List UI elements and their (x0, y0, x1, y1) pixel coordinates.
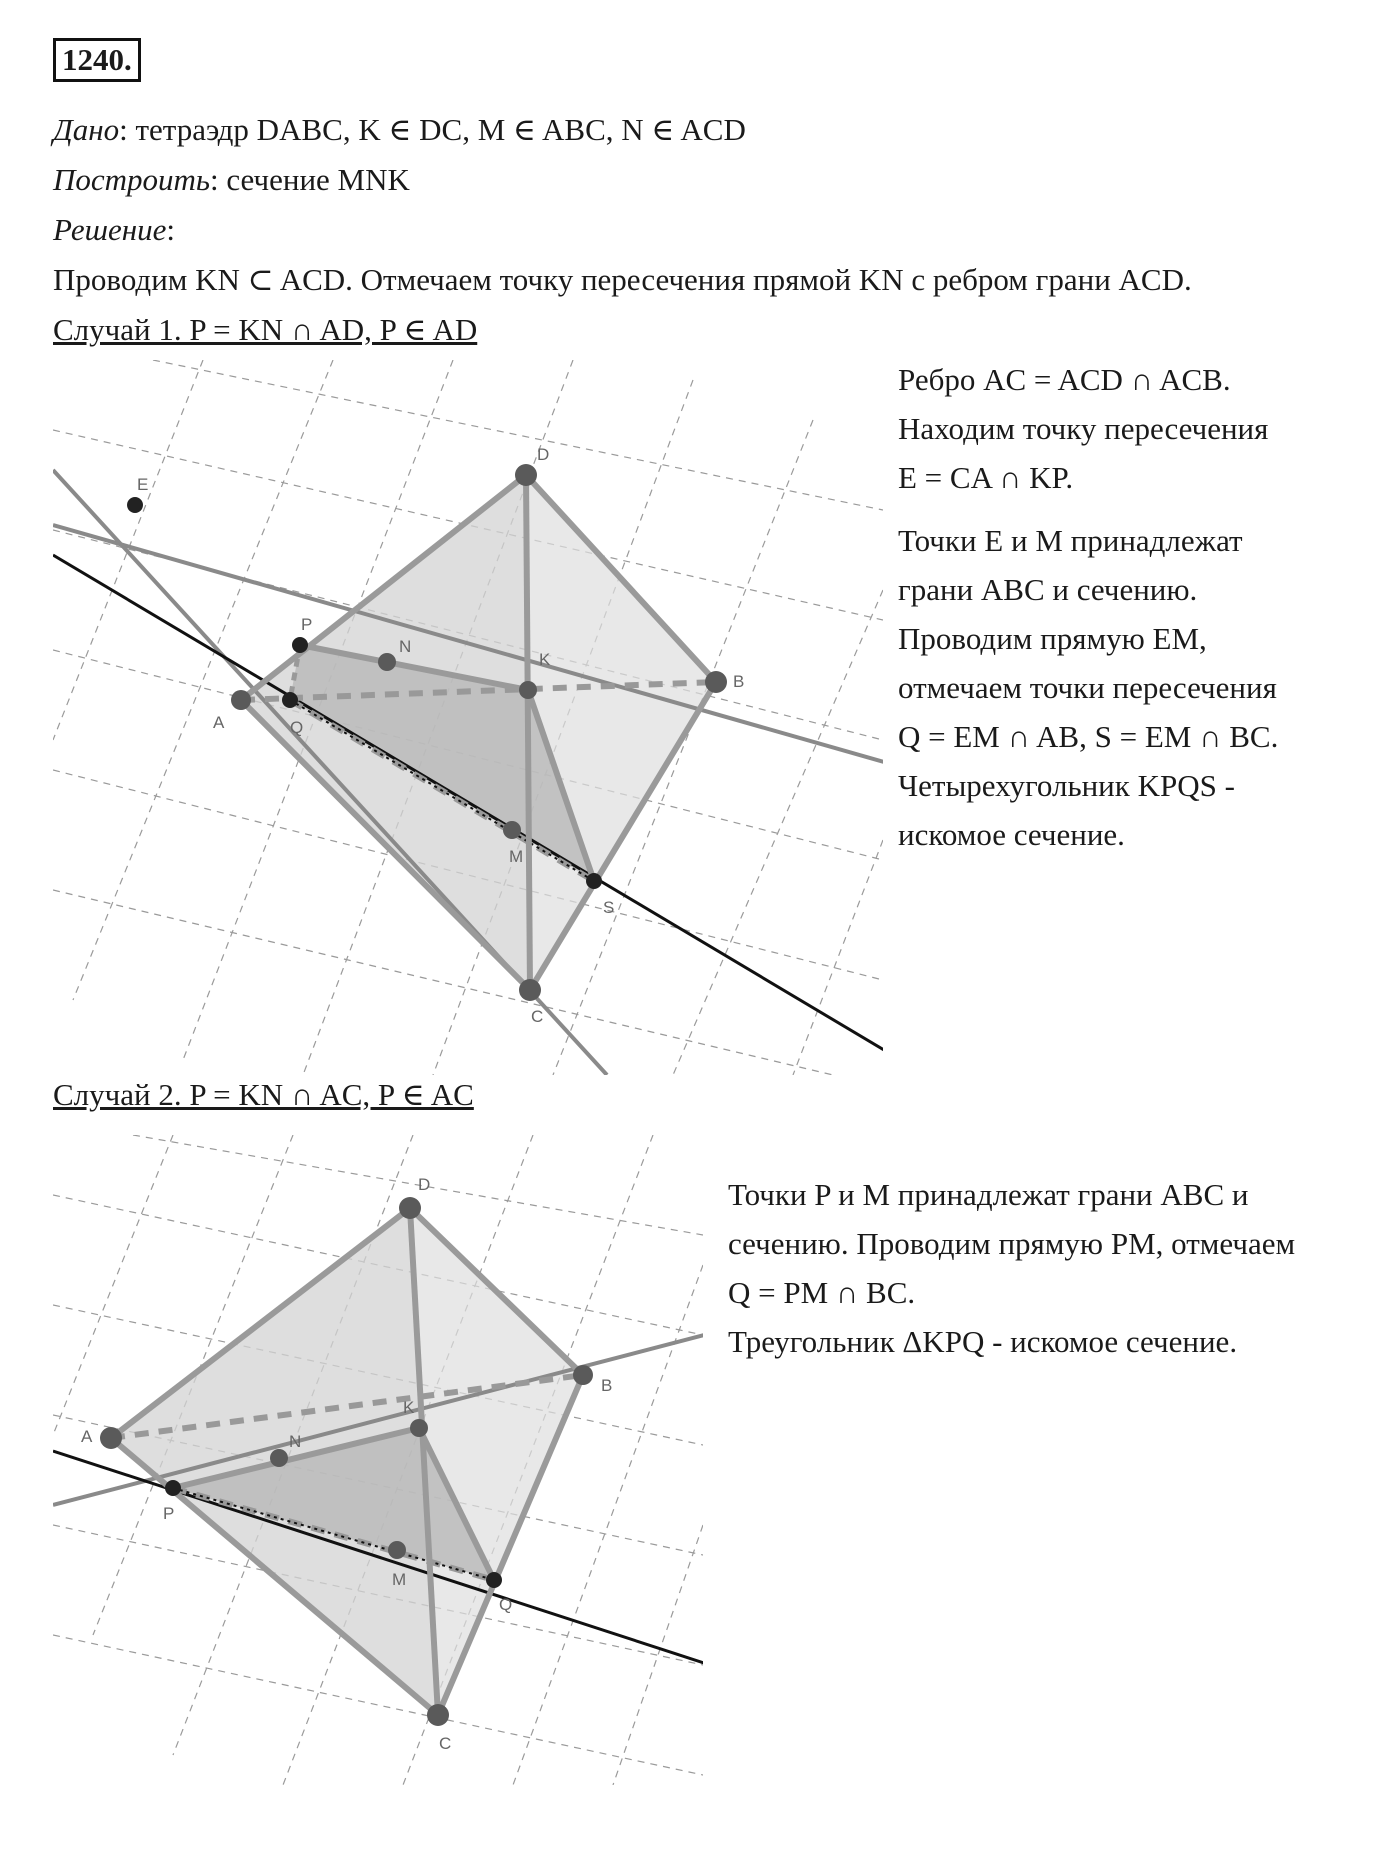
label-a: A (81, 1427, 93, 1446)
construct-line (53, 160, 410, 200)
label-d: D (418, 1175, 431, 1194)
case2-text-line: Точки P и M принадлежат грани ABC и (728, 1177, 1249, 1212)
label-q: Q (499, 1595, 513, 1614)
label-a: A (213, 713, 225, 732)
case1-text-line: Q = EM ∩ AB, S = EM ∩ BC. (898, 719, 1279, 754)
label-k: K (539, 650, 551, 669)
label-n: N (289, 1432, 302, 1451)
case2-figure (53, 1135, 703, 1785)
label-d: D (537, 445, 550, 464)
case1-text-line: искомое сечение. (898, 817, 1125, 852)
label-e: E (137, 475, 149, 494)
label-c: C (439, 1734, 452, 1753)
label-m: M (392, 1570, 407, 1589)
case2-text-line: Треугольник ΔKPQ - искомое сечение. (728, 1324, 1238, 1359)
label-b: B (601, 1376, 613, 1395)
label-q: Q (290, 718, 304, 737)
label-m: M (509, 847, 524, 866)
given-line (53, 110, 746, 150)
problem-number: 1240. (53, 38, 141, 82)
case1-text-line: Четырехугольник KPQS - (898, 768, 1235, 803)
case1-explanation (898, 355, 1278, 859)
construct-label: Построить (53, 162, 211, 197)
label-b: B (733, 672, 745, 691)
case1-text-line: отмечаем точки пересечения (898, 670, 1277, 705)
case1-heading: Случай 1. P = KN ∩ AD, P ∈ AD (53, 312, 478, 347)
case2-text-line: Q = PM ∩ BC. (728, 1275, 916, 1310)
case2-text-line: сечению. Проводим прямую PM, отмечаем (728, 1226, 1296, 1261)
case1-figure (53, 360, 883, 1075)
solution-suffix: : (166, 212, 175, 247)
case1-text-line: грани ABC и сечению. (898, 572, 1198, 607)
case1-text-line: Ребро AC = ACD ∩ ACB. (898, 362, 1231, 397)
solution-line (53, 210, 175, 250)
label-p: P (301, 615, 313, 634)
label-k: K (403, 1398, 415, 1417)
case2-heading: Случай 2. P = KN ∩ AC, P ∈ AC (53, 1077, 474, 1112)
case1-text-line: Точки E и M принадлежат (898, 523, 1243, 558)
label-p: P (163, 1504, 175, 1523)
given-text: : тетраэдр DABC, K ∈ DC, M ∈ ABC, N ∈ ACD (119, 112, 746, 147)
construct-text: : сечение MNK (210, 162, 410, 197)
case1-text-line: E = CA ∩ KP. (898, 460, 1074, 495)
label-n: N (399, 637, 412, 656)
given-label: Дано (53, 112, 120, 147)
label-c: C (531, 1007, 544, 1026)
intro-line: Проводим KN ⊂ ACD. Отмечаем точку пересечения прямой KN с ребром грани ACD. (53, 262, 1192, 297)
case1-text-line: Проводим прямую EM, (898, 621, 1207, 656)
solution-label: Решение (53, 212, 167, 247)
case2-explanation (728, 1170, 1295, 1366)
case1-text-line: Находим точку пересечения (898, 411, 1269, 446)
label-s: S (603, 898, 615, 917)
